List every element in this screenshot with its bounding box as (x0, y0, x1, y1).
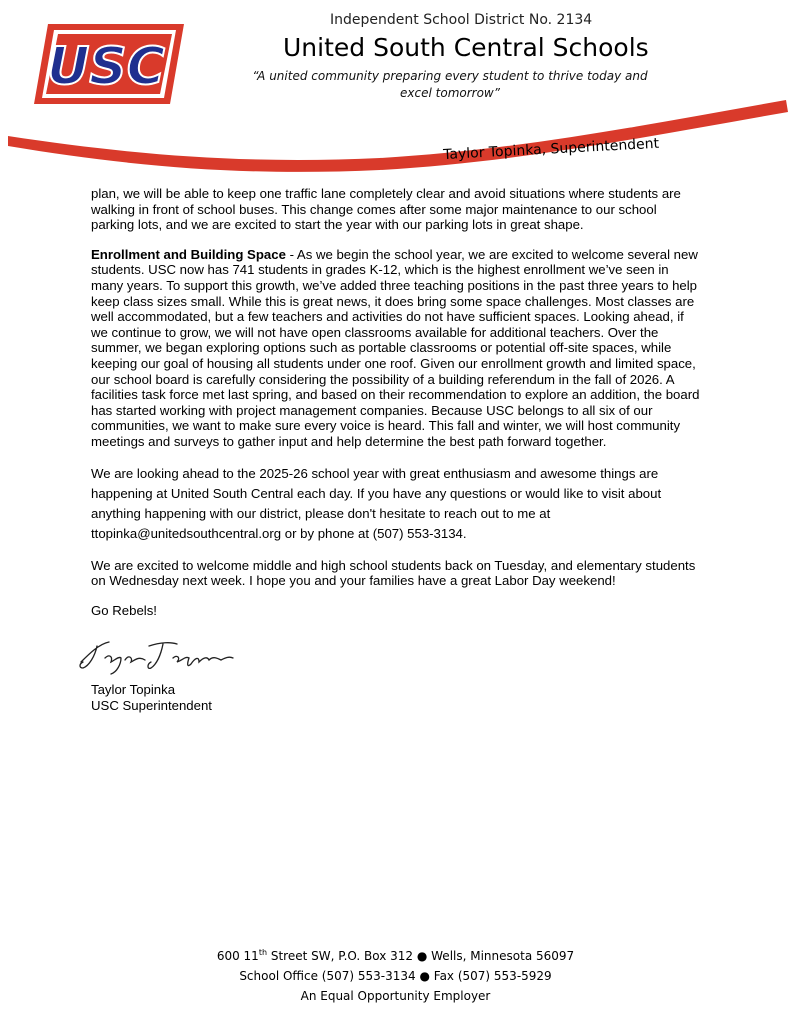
usc-logo (34, 18, 184, 110)
logo-text: USC (47, 37, 165, 97)
enrollment-body: - As we begin the school year, we are excited to welcome several new students. USC now has 741 students in grades K-12, which is the highest enrollment we’ve seen in many years. To support this growth, we’ve added three teaching positions in the past three years to help keep class sizes small. While this is great news, it does bring some space challenges. Most classes are well accommodated, but a few teachers and activities do not have sufficient spaces. Looking ahead, if we continue to grow, we will not have open classrooms available for additional teachers. Over the summer, we began exploring options such as portable classrooms or potential off-site spaces, while keeping our goal of housing all students under one roof. Given our enrollment growth and limited space, our school board is carefully considering the possibility of a building referendum in the fall of 2026. A facilities task force met last spring, and based on their recommendation to explore an addition, the board has started working with project management companies. Because USC belongs to all six of our communities, we want to make sure every voice is heard. This fall and winter, we will host community meetings and surveys to gather input and help determine the best path forward together. (91, 246, 700, 449)
signer-name: Taylor Topinka (91, 682, 176, 698)
letter-body (91, 186, 703, 713)
enrollment-heading: Enrollment and Building Space (91, 246, 286, 262)
footer (0, 946, 791, 1006)
motto (250, 68, 650, 102)
footer-phone: School Office (507) 553-3134 ● Fax (507) 553-5929 (239, 969, 552, 983)
district-name: Independent School District No. 2134 (330, 12, 593, 28)
footer-address: 600 11th Street SW, P.O. Box 312 ● Wells, Minnesota 56097 (216, 948, 575, 963)
superintendent-banner-text: Taylor Topinka, Superintendent (442, 135, 660, 164)
svg-text:Taylor Topinka, Superintendent (442, 136, 660, 163)
paragraph-contact: We are looking ahead to the 2025-26 school year with great enthusiasm and awesome things are happening at United South Central each day. If you have any questions or would like to visit about anything happening with our district, please don't hesitate to reach out to me at ttopinka@unitedsouthcentral.org or by phone at (507) 553-3134. (91, 465, 662, 541)
footer-eoe: An Equal Opportunity Employer (300, 989, 491, 1003)
signature (75, 632, 235, 676)
signer-title: USC Superintendent (91, 697, 212, 713)
svg-text:USC (47, 37, 165, 97)
closing: Go Rebels! (91, 602, 157, 618)
paragraph-enrollment (91, 247, 703, 450)
superintendent-banner (0, 98, 791, 178)
paragraph-parking: plan, we will be able to keep one traffic lane completely clear and avoid situations where students are walking in front of school buses. This change comes after some major maintenance to our school parking lots, and we are excited to start the year with our parking lots in great shape. (91, 186, 681, 233)
school-name: United South Central Schools (283, 33, 649, 62)
motto-line1: “A united community preparing every student to thrive today and (252, 69, 648, 83)
paragraph-welcome: We are excited to welcome middle and high school students back on Tuesday, and elementary students on Wednesday next week. I hope you and your families have a great Labor Day weekend! (91, 557, 696, 589)
motto-line2: excel tomorrow” (400, 86, 500, 100)
